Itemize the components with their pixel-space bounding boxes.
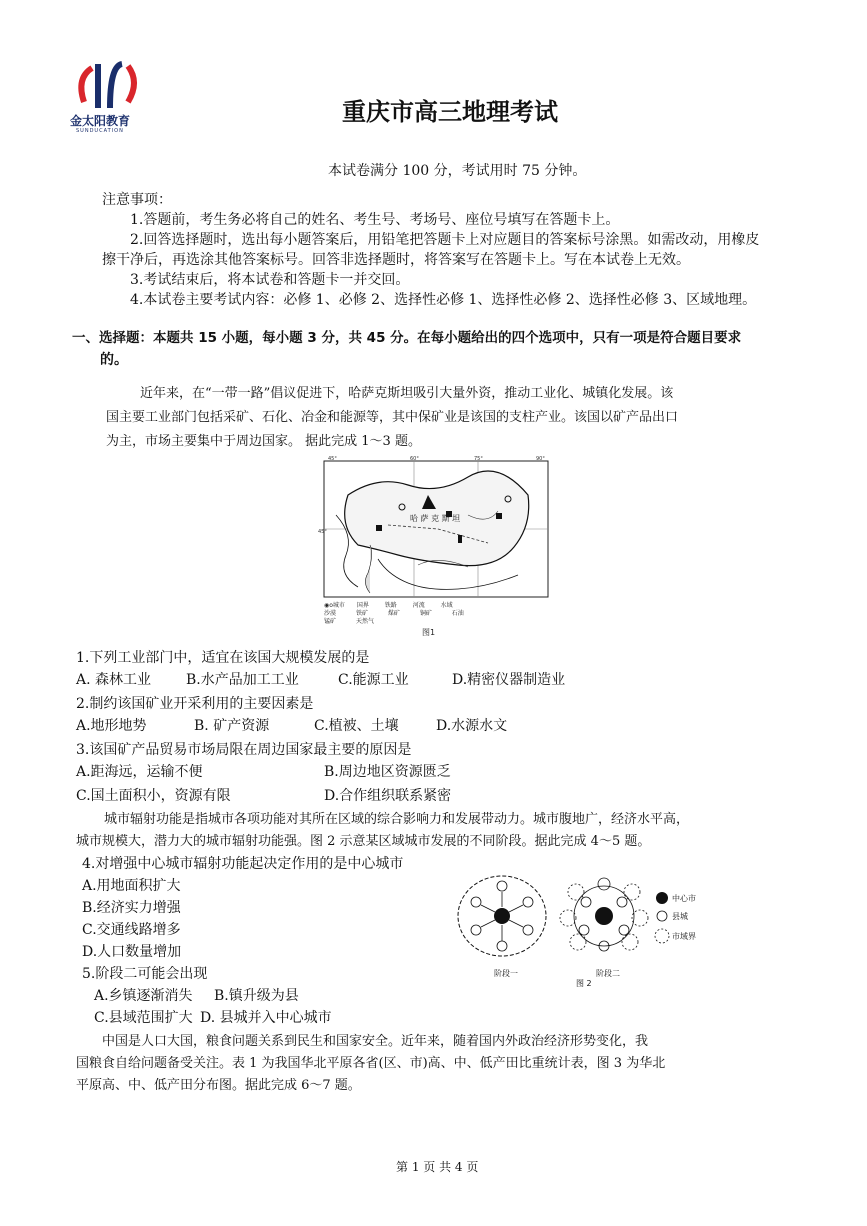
logo-emblem-icon [70, 58, 150, 112]
legend-county-town: 县城 [672, 912, 688, 921]
note-1: 1.答题前，考生务必将自己的姓名、考生号、考场号、座位号填写在答题卡上。 [130, 212, 620, 228]
legend-gas: 天然气 [355, 618, 374, 625]
q3-option-c: C.国土面积小，资源有限 [76, 788, 231, 804]
legend-water: 水域 [440, 602, 453, 609]
note-2-line-2: 擦干净后，再选涂其他答案标号。回答非选择题时，将答案写在答题卡上。写在本试卷上无效。 [102, 252, 690, 268]
note-3: 3.考试结束后，将本试卷和答题卡一并交回。 [130, 272, 410, 288]
q4-option-c: C.交通线路增多 [82, 922, 181, 938]
section-heading: 一、选择题：本题共 15 小题，每小题 3 分，共 45 分。在每小题给出的四个选项中，只有一项是符合题目要求 [72, 330, 742, 346]
passage-2-line-2: 城市规模大，潜力大的城市辐射功能强。图 2 示意某区域城市发展的不同阶段。据此完成 4～5 题。 [76, 834, 651, 849]
legend-coal: 煤矿 [387, 610, 400, 617]
q5-option-c: C.县域范围扩大 [94, 1010, 193, 1026]
page-title: 重庆市高三地理考试 [342, 98, 558, 126]
kazakhstan-map-figure [318, 455, 554, 645]
note-2-line-1: 2.回答选择题时，选出每小题答案后，用铅笔把答题卡上对应题目的答案标号涂黑。如需改动，用橡皮 [130, 232, 760, 248]
map-lon-label-75: 75° [474, 456, 483, 462]
passage-1-line-1: 近年来，在“一带一路”倡议促进下，哈萨克斯坦吸引大量外资，推动工业化、城镇化发展。该 [140, 386, 674, 401]
q2-option-c: C.植被、土壤 [314, 718, 399, 734]
q2-option-b: B. 矿产资源 [194, 718, 270, 734]
kazakhstan-map [318, 455, 554, 625]
page-number: 第 1 页 共 4 页 [396, 1160, 479, 1174]
passage-3-line-1: 中国是人口大国，粮食问题关系到民生和国家安全。近年来，随着国内外政治经济形势变化，我 [102, 1034, 649, 1049]
stage-2-label: 阶段二 [596, 969, 620, 978]
map-lat-label: 45° [318, 529, 327, 535]
legend-desert: 沙漠 [324, 610, 337, 617]
figure-1-caption: 图1 [422, 628, 436, 637]
map-legend-row-2 [324, 609, 464, 617]
notes-heading: 注意事项： [102, 192, 172, 208]
exam-info: 本试卷满分 100 分，考试用时 75 分钟。 [328, 163, 587, 179]
note-4: 4.本试卷主要考试内容：必修 1、必修 2、选择性必修 1、选择性必修 2、选择性必修 3、区域地理。 [130, 292, 757, 308]
q3-option-a: A.距海远，运输不便 [76, 764, 203, 780]
map-lon-label-45: 45° [328, 456, 337, 462]
q5-option-a: A.乡镇逐渐消失 [94, 988, 193, 1004]
legend-border: 国界 [356, 602, 369, 609]
city-stages-diagram [456, 872, 716, 992]
q1-option-d: D.精密仪器制造业 [452, 672, 566, 688]
legend-oil: 石油 [451, 610, 464, 617]
q2-stem: 2.制约该国矿业开采利用的主要因素是 [76, 696, 314, 712]
logo-name: 金太阳教育 [70, 114, 131, 128]
q3-option-b: B.周边地区资源匮乏 [324, 764, 451, 780]
passage-1-line-2: 国主要工业部门包括采矿、石化、冶金和能源等，其中保矿业是该国的支柱产业。该国以矿产品出口 [106, 410, 679, 425]
q4-option-d: D.人口数量增加 [82, 944, 182, 960]
city-stages-figure [456, 872, 716, 992]
legend-railway: 铁路 [384, 602, 397, 609]
logo-sub: SUNDUCATION [76, 128, 124, 134]
q4-option-a: A.用地面积扩大 [82, 878, 181, 894]
passage-2-line-1: 城市辐射功能是指城市各项功能对其所在区域的综合影响力和发展带动力。城市腹地广，经济水平高， [104, 812, 690, 827]
passage-1-line-3: 为主，市场主要集中于周边国家。 据此完成 1～3 题。 [106, 434, 421, 449]
passage-3-line-2: 国粮食自给问题备受关注。表 1 为我国华北平原各省(区、市)高、中、低产田比重统计表，图 3 为华北 [76, 1056, 666, 1071]
q3-option-d: D.合作组织联系紧密 [324, 788, 452, 804]
legend-center-city: 中心市 [672, 894, 696, 903]
legend-river: 河流 [412, 602, 425, 609]
legend-city-boundary: 市域界 [672, 932, 696, 941]
q1-option-c: C.能源工业 [338, 672, 409, 688]
legend-iron: 铁矿 [355, 610, 368, 617]
q5-option-d: D. 县城并入中心城市 [200, 1010, 332, 1026]
q5-stem: 5.阶段二可能会出现 [82, 966, 208, 982]
map-legend-row-1 [324, 601, 453, 609]
legend-copper: 铜矿 [419, 610, 432, 617]
figure-2-caption: 图 2 [576, 979, 592, 988]
section-heading-cont: 的。 [100, 352, 128, 368]
q1-option-b: B.水产品加工工业 [186, 672, 299, 688]
q4-stem: 4.对增强中心城市辐射功能起决定作用的是中心城市 [82, 856, 404, 872]
q3-stem: 3.该国矿产品贸易市场局限在周边国家最主要的原因是 [76, 742, 412, 758]
legend-city: ◉o城市 [324, 602, 345, 609]
map-lon-label-60: 60° [410, 456, 419, 462]
q4-option-b: B.经济实力增强 [82, 900, 181, 916]
map-lon-label-90: 90° [536, 456, 545, 462]
map-legend-row-3 [324, 617, 374, 625]
q1-option-a: A. 森林工业 [76, 672, 152, 688]
q5-option-b: B.镇升级为县 [214, 988, 299, 1004]
publisher-logo [70, 58, 150, 142]
passage-3-line-3: 平原高、中、低产田分布图。据此完成 6～7 题。 [76, 1078, 361, 1093]
legend-manganese: 锰矿 [324, 618, 337, 625]
q2-option-d: D.水源水文 [436, 718, 508, 734]
stage-1-label: 阶段一 [494, 969, 518, 978]
map-country-label: 哈 萨 克 斯 坦 [410, 514, 461, 523]
q1-stem: 1.下列工业部门中，适宜在该国大规模发展的是 [76, 650, 370, 666]
q2-option-a: A.地形地势 [76, 718, 147, 734]
